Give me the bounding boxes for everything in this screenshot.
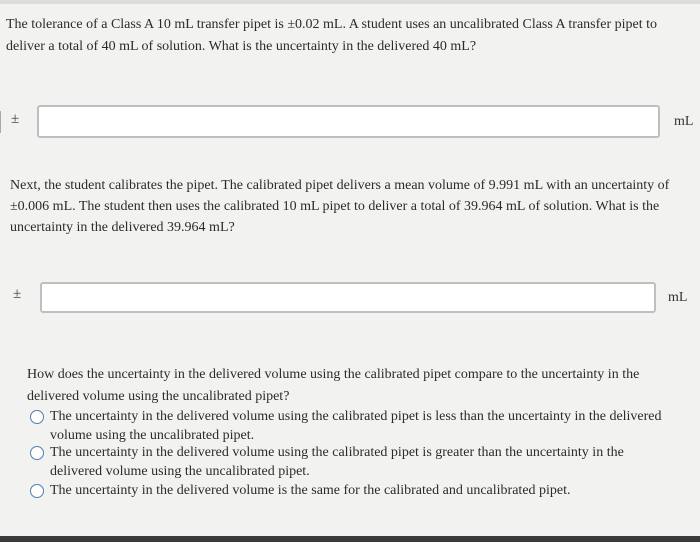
bottom-bar bbox=[0, 536, 700, 542]
unit-label-2: mL bbox=[668, 290, 688, 305]
radio-button[interactable] bbox=[30, 446, 44, 460]
question-2-text: Next, the student calibrates the pipet. The calibrated pipet delivers a mean volume of 9.991 mL with an uncertainty of ±0.006 mL. The student then uses the calibrated 10 mL pipet to deliver a total of 39.964 mL of solution. What is the uncertainty in the delivered 39.964 mL? bbox=[10, 178, 670, 235]
option-same[interactable] bbox=[30, 481, 670, 500]
left-edge-marker bbox=[0, 111, 4, 133]
radio-button[interactable] bbox=[30, 410, 44, 424]
answer-input-2[interactable] bbox=[40, 282, 656, 313]
option-label: The uncertainty in the delivered volume using the calibrated pipet is greater than the uncertainty in the delivered volume using the uncalibrated pipet. bbox=[50, 445, 624, 479]
plus-minus-symbol-2: ± bbox=[13, 286, 22, 302]
answer-input-1[interactable] bbox=[37, 105, 660, 138]
plus-minus-symbol-1: ± bbox=[11, 111, 20, 127]
radio-button[interactable] bbox=[30, 484, 44, 498]
option-less[interactable] bbox=[30, 407, 670, 445]
option-greater[interactable] bbox=[30, 443, 670, 481]
top-divider bbox=[0, 0, 700, 4]
option-label: The uncertainty in the delivered volume is the same for the calibrated and uncalibrated pipet. bbox=[50, 483, 571, 498]
unit-label-1: mL bbox=[674, 114, 694, 129]
question-3-text: How does the uncertainty in the delivered volume using the calibrated pipet compare to the uncertainty in the delivered volume using the uncalibrated pipet? bbox=[27, 367, 640, 404]
question-1-text: The tolerance of a Class A 10 mL transfer pipet is ±0.02 mL. A student uses an uncalibrated Class A transfer pipet to deliver a total of 40 mL of solution. What is the uncertainty in the delivered 40 mL? bbox=[6, 17, 658, 54]
option-label: The uncertainty in the delivered volume using the calibrated pipet is less than the uncertainty in the delivered volume using the uncalibrated pipet. bbox=[50, 409, 662, 443]
